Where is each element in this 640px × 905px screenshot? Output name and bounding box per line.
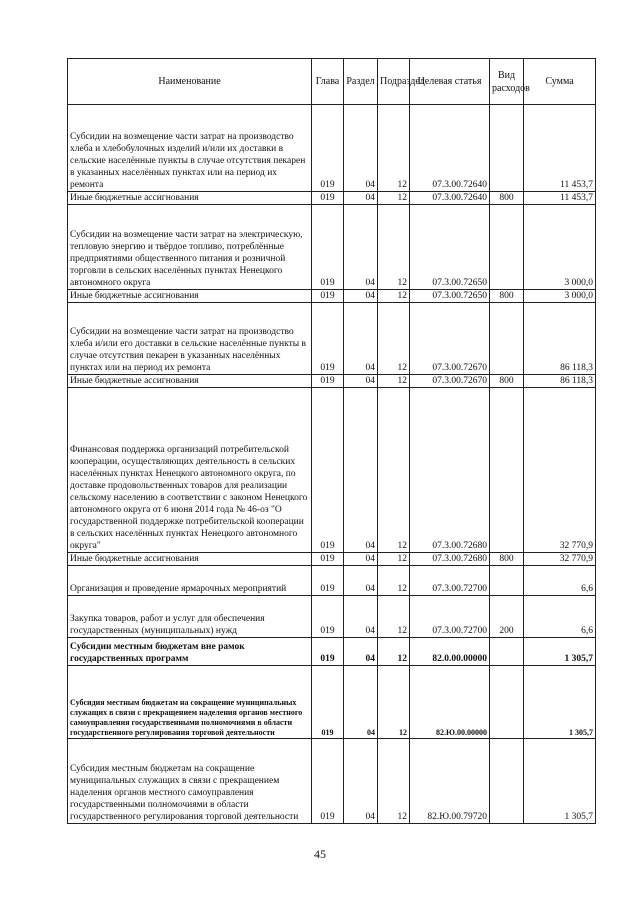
table-row: [68, 303, 596, 375]
row-razdel: 04: [344, 638, 378, 666]
header-razdel: Раздел: [344, 59, 378, 105]
row-target: 07.3.00.72640: [410, 192, 490, 205]
row-podrazdel: 12: [378, 290, 410, 303]
row-glava: 019: [312, 303, 344, 375]
row-sum: 1 305,7: [524, 638, 596, 666]
row-podrazdel: 12: [378, 375, 410, 388]
row-vid: 800: [490, 553, 524, 566]
row-target: 07.3.00.72650: [410, 205, 490, 290]
row-razdel: 04: [344, 192, 378, 205]
row-name: Субсидия местным бюджетам на сокращение муниципальных служащих в связи с прекращением наделения органов местного самоуправления государственными полномочиями в области государственного регулирования торговой деятельности: [68, 739, 312, 824]
row-sum: 32 770,9: [524, 388, 596, 553]
table-row: [68, 638, 596, 666]
row-podrazdel: 12: [378, 192, 410, 205]
row-sum: 6,6: [524, 596, 596, 638]
row-vid: 800: [490, 192, 524, 205]
budget-table: [67, 58, 596, 824]
row-sum: 1 305,7: [524, 666, 596, 739]
row-name: Организация и проведение ярмарочных мероприятий: [68, 566, 312, 596]
row-razdel: 04: [344, 303, 378, 375]
table-row: [68, 290, 596, 303]
row-glava: 019: [312, 739, 344, 824]
row-podrazdel: 12: [378, 566, 410, 596]
table-row: [68, 105, 596, 192]
row-vid: 800: [490, 375, 524, 388]
table-row: [68, 566, 596, 596]
row-vid: 200: [490, 596, 524, 638]
row-podrazdel: 12: [378, 553, 410, 566]
row-podrazdel: 12: [378, 105, 410, 192]
row-vid: [490, 303, 524, 375]
row-sum: 32 770,9: [524, 553, 596, 566]
row-glava: 019: [312, 375, 344, 388]
row-sum: 3 000,0: [524, 205, 596, 290]
row-glava: 019: [312, 290, 344, 303]
row-glava: 019: [312, 596, 344, 638]
row-target: 82.Ю.00.00000: [410, 666, 490, 739]
row-sum: 86 118,3: [524, 375, 596, 388]
row-target: 07.3.00.72640: [410, 105, 490, 192]
row-razdel: 04: [344, 553, 378, 566]
row-name: Субсидии на возмещение части затрат на электрическую, тепловую энергию и твёрдое топливо, потреблённые предприятиями общественного питания и розничной торговли в сельских населённых пунктах Ненецкого автономного округа: [68, 205, 312, 290]
header-glava: Глава: [312, 59, 344, 105]
row-target: 07.3.00.72700: [410, 596, 490, 638]
row-target: 07.3.00.72650: [410, 290, 490, 303]
row-target: 07.3.00.72670: [410, 375, 490, 388]
row-name: Субсидии на возмещение части затрат на производство хлеба и/или его доставки в сельские населённые пункты в случае отсутствия пекарен в указанных населённых пунктах или на период их ремонта: [68, 303, 312, 375]
row-target: 07.3.00.72680: [410, 388, 490, 553]
table-row: [68, 666, 596, 739]
row-razdel: 04: [344, 739, 378, 824]
row-target: 82.Ю.00.79720: [410, 739, 490, 824]
page-number: 45: [314, 847, 326, 861]
row-name: Иные бюджетные ассигнования: [68, 290, 312, 303]
table-row: [68, 375, 596, 388]
header-sum: Сумма: [524, 59, 596, 105]
row-podrazdel: 12: [378, 303, 410, 375]
row-razdel: 04: [344, 566, 378, 596]
header-podrazdel: Подраздел: [378, 59, 410, 105]
row-glava: 019: [312, 388, 344, 553]
row-name: Закупка товаров, работ и услуг для обеспечения государственных (муниципальных) нужд: [68, 596, 312, 638]
row-name: Субсидии на возмещение части затрат на производство хлеба и хлебобулочных изделий и/или их доставки в сельские населённые пункты в случае отсутствия пекарен в указанных населённых пунктах или на период их ремонта: [68, 105, 312, 192]
row-glava: 019: [312, 205, 344, 290]
table-row: [68, 205, 596, 290]
row-target: 07.3.00.72670: [410, 303, 490, 375]
table-row: [68, 553, 596, 566]
row-vid: [490, 105, 524, 192]
row-vid: [490, 739, 524, 824]
row-glava: 019: [312, 666, 344, 739]
table-row: [68, 739, 596, 824]
row-target: 82.0.00.00000: [410, 638, 490, 666]
row-razdel: 04: [344, 375, 378, 388]
header-vid: Вид расходов: [490, 59, 524, 105]
row-razdel: 04: [344, 666, 378, 739]
row-vid: 800: [490, 290, 524, 303]
table-row: [68, 192, 596, 205]
row-glava: 019: [312, 192, 344, 205]
row-target: 07.3.00.72700: [410, 566, 490, 596]
row-podrazdel: 12: [378, 205, 410, 290]
row-glava: 019: [312, 553, 344, 566]
row-razdel: 04: [344, 105, 378, 192]
row-name: Иные бюджетные ассигнования: [68, 375, 312, 388]
row-sum: 1 305,7: [524, 739, 596, 824]
row-glava: 019: [312, 105, 344, 192]
row-podrazdel: 12: [378, 388, 410, 553]
header-target: Целевая статья: [410, 59, 490, 105]
row-target: 07.3.00.72680: [410, 553, 490, 566]
row-glava: 019: [312, 638, 344, 666]
row-podrazdel: 12: [378, 739, 410, 824]
row-podrazdel: 12: [378, 638, 410, 666]
row-vid: [490, 566, 524, 596]
row-name: Субсидии местным бюджетам вне рамок государственных программ: [68, 638, 312, 666]
row-vid: [490, 666, 524, 739]
row-vid: [490, 205, 524, 290]
row-razdel: 04: [344, 596, 378, 638]
table-row: [68, 388, 596, 553]
row-sum: 11 453,7: [524, 192, 596, 205]
row-vid: [490, 638, 524, 666]
row-name: Субсидия местным бюджетам на сокращение муниципальных служащих в связи с прекращением наделения органов местного самоуправления государственными полномочиями в области государственного регулирования торговой деятельности: [68, 666, 312, 739]
row-razdel: 04: [344, 388, 378, 553]
row-vid: [490, 388, 524, 553]
row-name: Иные бюджетные ассигнования: [68, 192, 312, 205]
row-name: Иные бюджетные ассигнования: [68, 553, 312, 566]
row-sum: 86 118,3: [524, 303, 596, 375]
row-razdel: 04: [344, 205, 378, 290]
row-podrazdel: 12: [378, 596, 410, 638]
row-podrazdel: 12: [378, 666, 410, 739]
header-name: Наименование: [68, 59, 312, 105]
row-glava: 019: [312, 566, 344, 596]
row-name: Финансовая поддержка организаций потребительской кооперации, осуществляющих деятельность в сельских населённых пунктах Ненецкого автономного округа, по доставке продовольственных товаров для реализации сельскому населению в соответствии с законом Ненецкого автономного округа от 6 июня 2014 года № 46-оз "О государственной поддержке потребительской кооперации в сельских населённых пунктах Ненецкого автономного округа": [68, 388, 312, 553]
row-razdel: 04: [344, 290, 378, 303]
table-header-row: [68, 59, 596, 105]
row-sum: 11 453,7: [524, 105, 596, 192]
table-row: [68, 596, 596, 638]
row-sum: 3 000,0: [524, 290, 596, 303]
row-sum: 6,6: [524, 566, 596, 596]
